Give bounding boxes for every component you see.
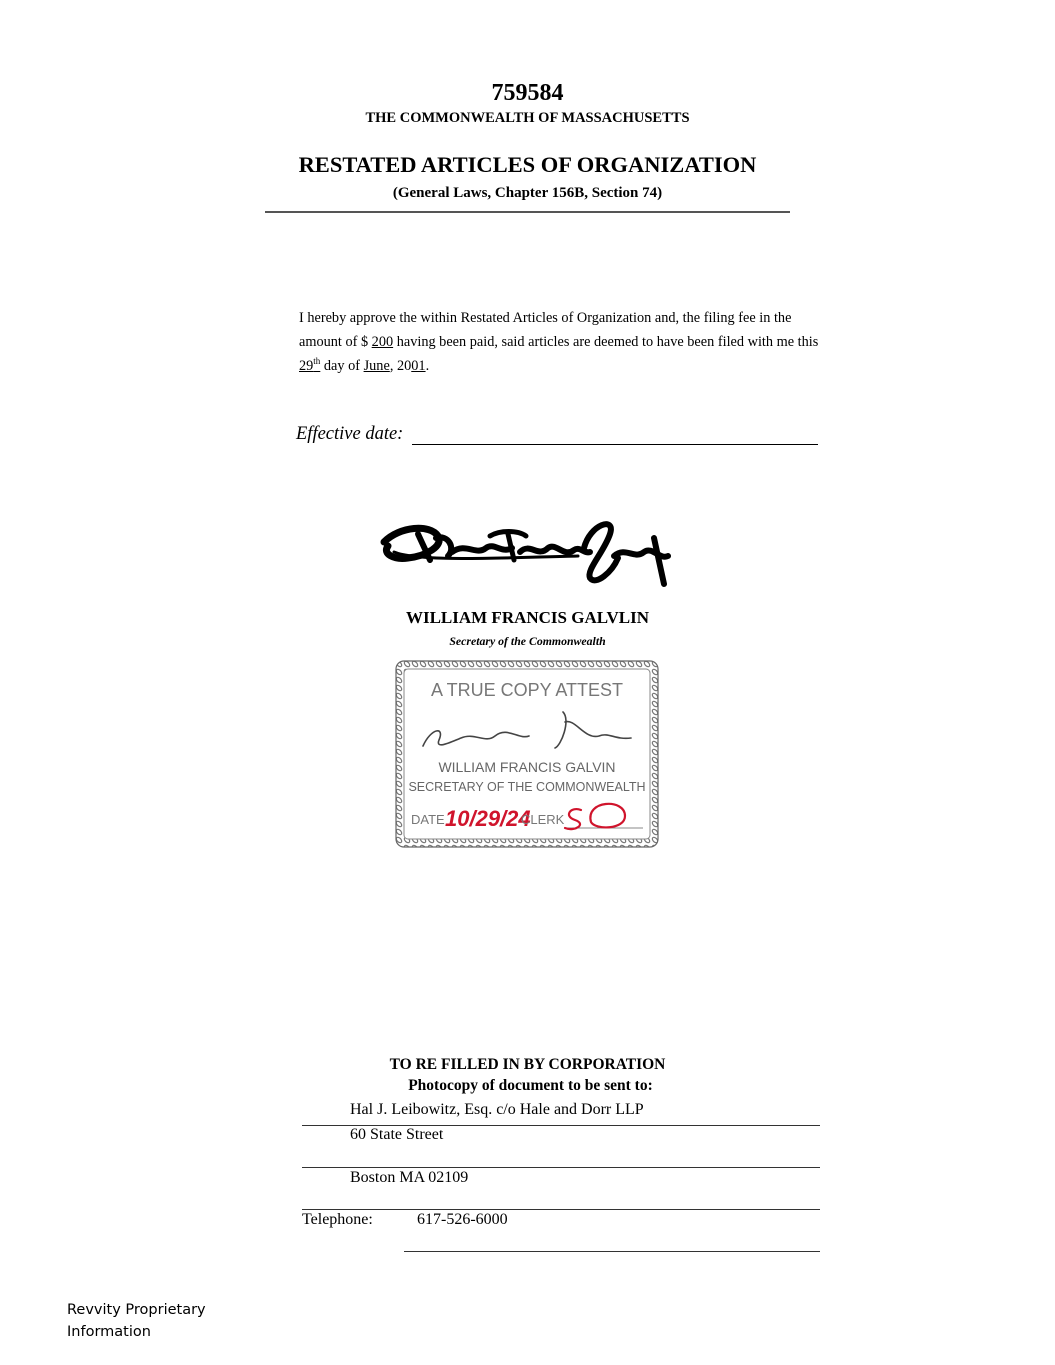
address-line-3: Boston MA 02109: [350, 1169, 469, 1186]
signatory-title: Secretary of the Commonwealth: [449, 634, 606, 648]
filing-day: 29th: [299, 356, 321, 374]
filing-year: 01: [411, 358, 426, 374]
header-divider: [265, 211, 790, 213]
filing-fee: 200: [371, 334, 394, 350]
true-copy-stamp: [395, 660, 659, 848]
address-line-2: 60 State Street: [350, 1126, 444, 1143]
approval-text-5: .: [425, 358, 430, 374]
document-title: RESTATED ARTICLES OF ORGANIZATION: [298, 152, 757, 177]
corporation-heading: TO RE FILLED IN BY CORPORATION: [389, 1056, 666, 1073]
address-line-1: Hal J. Leibowitz, Esq. c/o Hale and Dorr LLP: [350, 1101, 644, 1118]
document-number: 759584: [491, 80, 564, 106]
stamp-clerk-label: CLERK: [521, 812, 565, 827]
stamp-name: WILLIAM FRANCIS GALVIN: [438, 759, 616, 775]
document-subtitle: (General Laws, Chapter 156B, Section 74): [392, 185, 663, 201]
effective-date-label: Effective date:: [296, 424, 404, 444]
stamp-title: SECRETARY OF THE COMMONWEALTH: [408, 780, 646, 794]
footer-line-2: Information: [67, 1324, 151, 1340]
stamp-date-value: 10/29/24: [445, 806, 531, 831]
telephone-value: 617-526-6000: [417, 1211, 508, 1228]
stamp-heading: A TRUE COPY ATTEST: [430, 680, 624, 700]
footer-line-1: Revvity Proprietary: [67, 1302, 206, 1318]
stamp-date-label: DATE: [411, 812, 445, 827]
approval-text-4: , 20: [389, 358, 412, 374]
telephone-rule: [404, 1251, 820, 1252]
signatory-name: WILLIAM FRANCIS GALVLIN: [405, 608, 650, 627]
effective-date-line: [412, 444, 818, 445]
approval-text-1: I hereby approve the within Restated Articles of Organization and, the filing fee in the amount of $: [299, 310, 792, 350]
approval-paragraph: [299, 306, 829, 378]
commonwealth-heading: THE COMMONWEALTH OF MASSACHUSETTS: [365, 110, 690, 126]
approval-text-2: having been paid, said articles are deemed to have been filed with me this: [393, 334, 819, 350]
telephone-label: Telephone:: [302, 1211, 373, 1228]
address-rule-3: [302, 1209, 820, 1210]
proprietary-footer: [67, 1299, 227, 1343]
filing-month: June: [363, 358, 390, 374]
address-rule-2: [302, 1167, 820, 1168]
secretary-signature: [378, 512, 678, 590]
corporation-subheading: Photocopy of document to be sent to:: [408, 1077, 653, 1094]
approval-text-3: day of: [320, 358, 364, 374]
